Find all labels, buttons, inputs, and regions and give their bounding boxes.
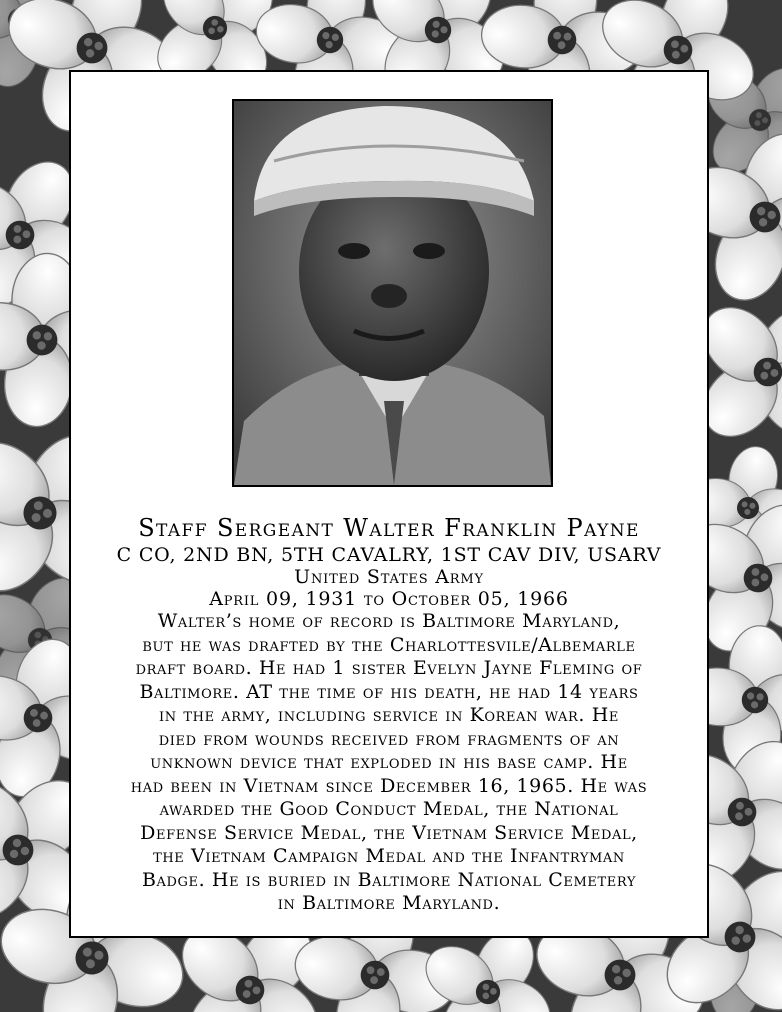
memorial-text	[81, 512, 697, 916]
bio-line: Baltimore. AT the time of his death, he had 14 years	[139, 680, 639, 703]
bio-line: draft board. He had 1 sister Evelyn Jayne Fleming of	[135, 657, 643, 679]
dates-line: April 09, 1931 to October 05, 1966	[209, 588, 569, 610]
bio-line: died from wounds received from fragments of an	[158, 727, 620, 750]
bio-line: the Vietnam Campaign Medal and the Infantryman	[153, 845, 625, 867]
bio-line: in the army, including service in Korean war. He	[159, 704, 619, 726]
bio-line: unknown device that exploded in his base camp. He	[150, 751, 628, 773]
bio-line: Walter’s home of record is Baltimore Maryland,	[157, 610, 621, 632]
biography	[81, 610, 697, 916]
portrait-photo	[232, 99, 553, 487]
bio-line: had been in Vietnam since December 16, 1965. He was	[130, 774, 648, 797]
soldier-name: Staff Sergeant Walter Franklin Payne	[138, 514, 640, 542]
bio-line: but he was drafted by the Charlottesvile/Albemarle	[142, 633, 636, 656]
bio-line: Defense Service Medal, the Vietnam Service Medal,	[140, 821, 638, 844]
bio-line: in Baltimore Maryland.	[277, 892, 501, 914]
branch-line: United States Army	[294, 566, 484, 588]
bio-line: awarded the Good Conduct Medal, the National	[159, 798, 619, 820]
bio-line: Badge. He is buried in Baltimore National Cemetery	[141, 868, 637, 891]
unit-line: C CO, 2ND BN, 5TH CAVALRY, 1ST CAV DIV, USARV	[116, 544, 662, 566]
memorial-card	[69, 70, 709, 938]
